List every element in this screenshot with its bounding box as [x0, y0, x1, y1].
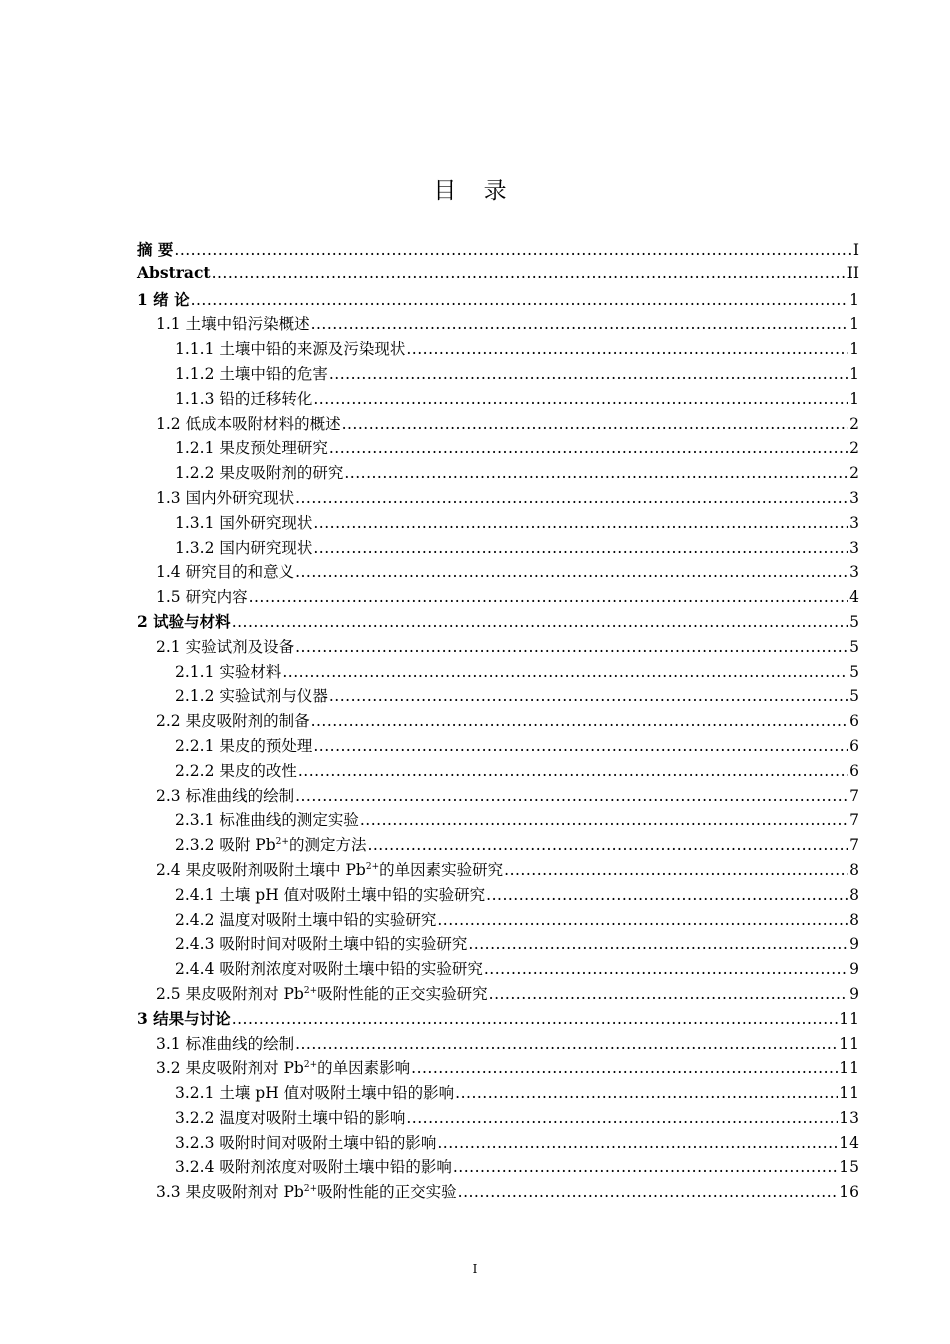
toc-entry[interactable] — [137, 858, 859, 883]
toc-dot-leader — [468, 935, 848, 953]
toc-entry-page: 3 — [849, 513, 859, 532]
toc-dot-leader — [486, 886, 848, 904]
toc-entry-page: 5 — [849, 612, 859, 631]
toc-entry-page: 5 — [849, 687, 859, 706]
toc-entry-label: 3.2.2 温度对吸附土壤中铅的影响 — [175, 1108, 406, 1127]
toc-entry-page: 7 — [849, 811, 859, 830]
toc-entry[interactable] — [137, 808, 859, 833]
toc-entry-label-pre: 2.5 果皮吸附剂对 Pb — [156, 984, 304, 1003]
toc-entry-page: II — [846, 263, 859, 282]
toc-entry-page: 15 — [839, 1158, 859, 1177]
toc-entry[interactable] — [137, 1081, 859, 1106]
toc-entry-label: 1.2.1 果皮预处理研究 — [175, 439, 328, 458]
toc-entry-page: 7 — [849, 786, 859, 805]
toc-entry-label: 1.1.3 铅的迁移转化 — [175, 389, 313, 408]
toc-entry-page: 9 — [849, 984, 859, 1003]
toc-entry[interactable] — [137, 486, 859, 511]
toc-entry[interactable] — [137, 461, 859, 486]
toc-dot-leader — [313, 514, 848, 532]
toc-dot-leader — [411, 1059, 838, 1077]
toc-dot-leader — [489, 985, 848, 1003]
toc-entry-page: 11 — [839, 1034, 859, 1053]
page-number-footer: I — [472, 1262, 478, 1276]
toc-entry-label: 1 绪 论 — [137, 289, 190, 309]
toc-entry-page: 9 — [849, 960, 859, 979]
toc-entry-page: 3 — [849, 563, 859, 582]
toc-dot-leader — [329, 687, 848, 705]
toc-dot-leader — [295, 638, 848, 656]
toc-entry-label: 摘 要 — [137, 240, 174, 259]
toc-entry-label: 1.1 土壤中铅污染概述 — [156, 315, 310, 334]
toc-entry-page: 2 — [849, 439, 859, 458]
toc-entry[interactable] — [137, 610, 859, 635]
toc-dot-leader — [406, 1109, 838, 1127]
toc-dot-leader — [455, 1084, 838, 1102]
toc-entry[interactable] — [137, 982, 859, 1007]
toc-entry-label: 1.3.1 国外研究现状 — [175, 513, 313, 532]
toc-entry-page: 3 — [849, 538, 859, 557]
toc-entry[interactable] — [137, 337, 859, 362]
toc-entry[interactable] — [137, 238, 859, 263]
toc-entry-label: 2.2.1 果皮的预处理 — [175, 736, 313, 755]
toc-entry-page: 1 — [849, 290, 859, 309]
toc-entry-label: 2.1.1 实验材料 — [175, 662, 282, 681]
toc-entry-page: 1 — [849, 340, 859, 359]
toc-entry-label: 2.3.1 标准曲线的测定实验 — [175, 811, 359, 830]
toc-dot-leader — [504, 861, 848, 879]
toc-dot-leader — [298, 762, 848, 780]
toc-entry-page: 1 — [849, 389, 859, 408]
toc-entry-page: 11 — [839, 1084, 859, 1103]
toc-entry[interactable] — [137, 1131, 859, 1156]
toc-entry-page: 2 — [849, 464, 859, 483]
toc-entry-label: 2.4.1 土壤 pH 值对吸附土壤中铅的实验研究 — [175, 885, 486, 904]
toc-entry[interactable] — [137, 362, 859, 387]
toc-entry-label-post: 吸附性能的正交实验研究 — [317, 984, 488, 1003]
toc-entry-page: 6 — [849, 712, 859, 731]
toc-entry-label: 2.1.2 实验试剂与仪器 — [175, 687, 328, 706]
toc-entry-label: 1.2 低成本吸附材料的概述 — [156, 414, 341, 433]
toc-entry-label-post: 的单因素实验研究 — [379, 860, 504, 879]
toc-entry[interactable] — [137, 511, 859, 536]
toc-entry[interactable] — [137, 759, 859, 784]
toc-entry-superscript: 2+ — [303, 985, 318, 996]
toc-entry[interactable] — [137, 1056, 859, 1081]
toc-entry-page: 16 — [839, 1183, 859, 1202]
toc-entry-page: I — [852, 241, 859, 259]
toc-entry-label — [156, 982, 488, 1004]
toc-entry[interactable] — [137, 833, 859, 858]
toc-entry-label: 1.1.2 土壤中铅的危害 — [175, 364, 328, 383]
toc-entry-page: 7 — [849, 836, 859, 855]
toc-entry-label: 2 试验与材料 — [137, 611, 231, 631]
toc-entry-page: 8 — [849, 885, 859, 904]
table-of-contents — [137, 238, 859, 1205]
toc-entry-label: 1.2.2 果皮吸附剂的研究 — [175, 464, 344, 483]
toc-entry-page: 5 — [849, 662, 859, 681]
toc-entry[interactable] — [137, 263, 859, 288]
toc-entry-label-pre: 3.2 果皮吸附剂对 Pb — [156, 1059, 304, 1078]
toc-dot-leader — [437, 911, 848, 929]
toc-entry[interactable] — [137, 957, 859, 982]
toc-dot-leader — [360, 811, 848, 829]
toc-entry[interactable] — [137, 1007, 859, 1032]
toc-entry-label: 1.3.2 国内研究现状 — [175, 538, 313, 557]
toc-entry-page: 14 — [839, 1133, 859, 1152]
toc-dot-leader — [458, 1183, 839, 1201]
toc-entry-superscript: 2+ — [303, 1184, 318, 1195]
toc-dot-leader — [232, 613, 848, 631]
toc-entry-label: 1.4 研究目的和意义 — [156, 563, 295, 582]
toc-title: 目 录 — [433, 178, 517, 204]
toc-entry-label-pre: 3.3 果皮吸附剂对 Pb — [156, 1183, 304, 1202]
toc-dot-leader — [406, 340, 848, 358]
toc-entry[interactable] — [137, 908, 859, 933]
toc-dot-leader — [329, 365, 848, 383]
toc-dot-leader — [329, 439, 848, 457]
toc-entry-label — [156, 858, 503, 880]
toc-dot-leader — [249, 588, 849, 606]
toc-entry-label: 2.3 标准曲线的绘制 — [156, 786, 295, 805]
toc-entry-page: 2 — [849, 414, 859, 433]
toc-dot-leader — [295, 563, 848, 581]
toc-entry-label: 1.3 国内外研究现状 — [156, 488, 295, 507]
toc-entry-page: 1 — [849, 315, 859, 334]
toc-entry-label: 1.5 研究内容 — [156, 588, 248, 607]
toc-entry[interactable] — [137, 784, 859, 809]
toc-entry-label-pre: 2.4 果皮吸附剂吸附土壤中 Pb — [156, 860, 366, 879]
toc-dot-leader — [282, 663, 848, 681]
toc-entry-label: 3.2.4 吸附剂浓度对吸附土壤中铅的影响 — [175, 1158, 452, 1177]
toc-entry-page: 6 — [849, 761, 859, 780]
toc-entry-page: 8 — [849, 860, 859, 879]
toc-entry-superscript: 2+ — [275, 837, 289, 848]
toc-entry-superscript: 2+ — [365, 861, 380, 872]
toc-entry-page: 8 — [849, 910, 859, 929]
toc-entry[interactable] — [137, 709, 859, 734]
toc-entry[interactable] — [137, 883, 859, 908]
toc-entry-page: 11 — [839, 1009, 859, 1028]
toc-entry-label: 2.4.3 吸附时间对吸附土壤中铅的实验研究 — [175, 935, 468, 954]
toc-dot-leader — [367, 836, 848, 854]
toc-entry[interactable] — [137, 932, 859, 957]
toc-entry-label-post: 的测定方法 — [288, 836, 367, 855]
toc-entry[interactable] — [137, 684, 859, 709]
toc-entry-label: 2.4.4 吸附剂浓度对吸附土壤中铅的实验研究 — [175, 960, 483, 979]
toc-entry[interactable] — [137, 560, 859, 585]
toc-entry-label: 2.4.2 温度对吸附土壤中铅的实验研究 — [175, 910, 437, 929]
toc-entry[interactable] — [137, 635, 859, 660]
toc-dot-leader — [313, 539, 848, 557]
toc-dot-leader — [295, 489, 848, 507]
toc-entry-label-post: 的单因素影响 — [317, 1059, 411, 1078]
toc-dot-leader — [295, 787, 848, 805]
toc-entry-page: 9 — [849, 935, 859, 954]
toc-entry-page: 11 — [839, 1059, 859, 1078]
toc-entry[interactable] — [137, 1180, 859, 1205]
toc-dot-leader — [295, 1035, 838, 1053]
toc-entry[interactable] — [137, 288, 859, 313]
toc-entry[interactable] — [137, 734, 859, 759]
toc-entry-label: 3.2.3 吸附时间对吸附土壤中铅的影响 — [175, 1133, 437, 1152]
toc-entry[interactable] — [137, 585, 859, 610]
toc-entry[interactable] — [137, 1032, 859, 1057]
toc-entry-label — [156, 1180, 457, 1202]
toc-entry-page: 1 — [849, 364, 859, 383]
toc-entry-label: 3.1 标准曲线的绘制 — [156, 1034, 295, 1053]
toc-entry-label: Abstract — [137, 262, 211, 282]
toc-entry-page: 5 — [849, 637, 859, 656]
toc-dot-leader — [342, 415, 849, 433]
toc-entry-label — [156, 1056, 410, 1078]
toc-entry-label-post: 吸附性能的正交实验 — [317, 1183, 457, 1202]
toc-dot-leader — [212, 264, 846, 282]
toc-dot-leader — [437, 1134, 838, 1152]
toc-dot-leader — [313, 737, 848, 755]
toc-entry[interactable] — [137, 660, 859, 685]
toc-entry-superscript: 2+ — [303, 1060, 318, 1071]
toc-dot-leader — [344, 464, 848, 482]
toc-entry-label: 3 结果与讨论 — [137, 1008, 231, 1028]
toc-entry-label: 1.1.1 土壤中铅的来源及污染现状 — [175, 340, 406, 359]
toc-entry[interactable] — [137, 1106, 859, 1131]
toc-dot-leader — [232, 1010, 839, 1028]
toc-entry[interactable] — [137, 436, 859, 461]
toc-entry-page: 3 — [849, 488, 859, 507]
toc-entry-page: 13 — [839, 1108, 859, 1127]
toc-entry[interactable] — [137, 1155, 859, 1180]
toc-dot-leader — [313, 390, 848, 408]
toc-dot-leader — [453, 1158, 838, 1176]
toc-entry[interactable] — [137, 387, 859, 412]
toc-entry-label — [175, 833, 366, 855]
toc-entry-label: 2.2 果皮吸附剂的制备 — [156, 712, 310, 731]
toc-dot-leader — [311, 315, 849, 333]
toc-entry-label: 2.1 实验试剂及设备 — [156, 637, 295, 656]
toc-entry[interactable] — [137, 536, 859, 561]
toc-dot-leader — [311, 712, 849, 730]
toc-entry-page: 6 — [849, 736, 859, 755]
toc-entry[interactable] — [137, 412, 859, 437]
toc-dot-leader — [484, 960, 848, 978]
toc-entry-page: 4 — [849, 588, 859, 607]
toc-entry-label: 3.2.1 土壤 pH 值对吸附土壤中铅的影响 — [175, 1084, 455, 1103]
toc-dot-leader — [174, 241, 851, 259]
toc-entry[interactable] — [137, 312, 859, 337]
toc-dot-leader — [191, 291, 849, 309]
toc-entry-label-pre: 2.3.2 吸附 Pb — [175, 836, 276, 855]
toc-entry-label: 2.2.2 果皮的改性 — [175, 761, 297, 780]
